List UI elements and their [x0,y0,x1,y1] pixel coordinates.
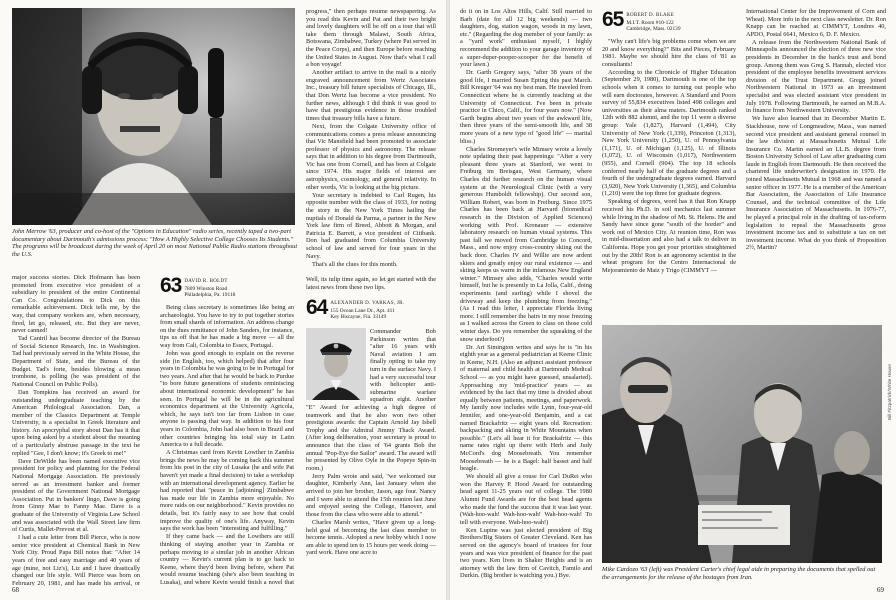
secretary-street: 155 Ocean Lane Dr., Apt. 411 [330,307,395,314]
secretary-city: Key Biscayne, Fla. 33149 [330,314,387,321]
left-column-2-top [306,8,436,274]
text-paragraph: major success stories. Dick Hofmann has been promoted from executive vice president of a subsidiary to president of the entire Continental Can Co. Congratulations to Dick on this remarkable achievement. Dick tells me, by the way, that company workers are, when necessary, fired, let go, released, etc. But they are never, never canned! [12,274,140,335]
left-column-3-bottom [306,404,436,586]
parkinson-photo-image [306,328,366,400]
text-paragraph: Next, from the Colgate University office of communications comes a press release announcing that Vic Mansfield had been promoted to associate professor of physics and astronomy. The release says that in addition to his degree from Dartmouth, Vic has one from Cornell, and has been at Colgate since 1974. His major fields of interest are astrophysics, cosmology, and general relativity. In other words, Vic is looking at the big picture. [306,122,436,191]
page-number: 68 [12,586,19,594]
left-column-1 [12,274,140,586]
class-65-header [602,10,736,33]
right-column-2 [602,38,736,320]
text-paragraph: Being class secretary is sometimes like being an archaeologist. You have to try to put together stories from small shards of information. An address change on the dues remittance of John Sanders, for instance, tips us off that he has made a big move — all the way from Cali, Colombia to Essex, Portugal. [160,304,294,349]
secretary-city: Philadelphia, Pa. 19118 [184,292,236,299]
text-paragraph: Dan Tompkins has received an award for outstanding undergraduate teaching by the American Philological Association. Dan, a member of the Classics Department at Temple University, is a specialist in Greek literature and history. An apocryphal story about Dan has it that upon being asked by a student about the meaning of a particularly abstruse passage in the text he replied "Gee, I don't know; it's Greek to me!" [12,388,140,457]
right-page [450,0,896,600]
left-page [0,0,446,600]
parkinson-photo [306,328,366,400]
merrow-photo [12,8,295,225]
text-paragraph: progress," then perhaps resume newspapering. As you read this Kevin and Pat and their two bright and lovely daughters will be off on a tour that will take them through Malawi, South Africa, Botswana, Zimbabwe, Turkey (where Pat served in the Peace Corps), and then Europe before reaching the United States in August. Now that's what I call a bon voyage! [306,8,436,69]
secretary-name: ALEXANDER D. VARKAS, JR. [330,301,405,306]
text-paragraph: Ken Lupine was just elected president of Big Brothers/Big Sisters of Greater Cleveland. Ken has served on the agency's board of trustees for four years and was vice president of finance for the past two years. Ken lives in Shaker Heights and is an attorney with the law firm of Cavitch, Familo and Durkin. (Big brother is watching you.) Bye. [460,526,592,580]
text-paragraph: International Center for the Improvement of Corn and Wheat). More info in the next class newsletter. Dr. Ron Knapp can be reached at CIMMYT, Londres 40, APDO, Postal 6641, Mexico 6, D. F. Mexico. [746,8,886,38]
text-paragraph: Your secretary is indebted to Carl Rugen, his opposite number with the class of 1933, for noting the story in the New York Times hailing the nuptials of Donald da Parma, a partner in the New York law firm of Breed, Abbott & Morgan, and Patricia E. Barrett, a vice president of Citibank. Don had graduated from Columbia University school of law and served for four years in the Navy. [306,191,436,260]
cardozo-photo [602,325,882,563]
left-column-2-bottom [160,304,294,586]
text-paragraph: A release from the Northwestern National Bank of Minneapolis announced the election of three new vice presidents in December in the bank's trust and bond group. Among them was Greg S. Hannah, elected vice president of the employee benefits investment services division of the Trust Department. Gregg joined Northwestern National in 1973 as an investment specialist and was elected assistant vice president in July 1978. Following Dartmouth, he earned an M.B.A. in finance from Northwestern University. [746,38,886,115]
cardozo-photo-image [602,325,882,563]
secretary-name: ROBERT D. BLAKE [626,13,675,18]
secretary-name: DAVID R. BOLDT [184,279,228,284]
text-paragraph: I had a cute letter from Bill Pierce, who is now senior vice president at Chemical Bank in New York City. Proud Papa Bill notes that: "After 14 years of free and easy marriage and 40 years of age (mine, not Liz's), Liz and I have drastically changed our life style. Will Pierce was born on February 20, 1981, and has made his arrival, or [12,534,140,586]
class-63-header [160,276,290,299]
photo-credit: Bill Fitzpatrick/White House [887,364,892,420]
text-paragraph: That's all the clues for this month. [312,260,398,268]
text-paragraph: "E" Award for achieving a high degree of teamwork and that he also won two other prestigious awards: the Captain Arnold Jay Isbell Trophy and the Admiral Jimmy Thack Award. (After long deliberation, your secretary is proud to announce that the class of '64 grants Bob the annual "Pop-Eye the Sailor" award. The award will be presented by Olive Oyle in the Popeye Spin-in room.) [306,404,436,472]
secretary-street: M.I.T. Room #10-122 [626,19,674,26]
text-paragraph: do it on in Los Altos Hills, Calif. Still married to Barb (date for all 12 big weekends) — two daughters, dog, station wagon, woods in my lawn, etc." (Regarding the dog member of your family: as a "yard work" enthusiast myself, I highly recommend the addition to your garage inventory of a super-duper-pooper-scooper for the benefit of your lawn.) [460,8,592,69]
text-paragraph: Another artifact to arrive in the mail is a nicely engraved announcement from Wertz Associates Inc., treasury bill future specialists of Chicago, Ill., that Don Wertz has become a vice president. No further news, although I did think it was good to have that prestigious evidence in those troubled times that treasury bills have a future. [306,69,436,122]
text-paragraph: Charles Marsh writes, "Have given up a long-held goal of becoming the last class member to become tennis. Adopted a new hobby which I now am able to spend ten to 15 hours per week doing — yard work. Have one acre to [306,518,436,557]
text-paragraph: We should all give a rouse for Carl DuRei who won the Harvey P. Hood Award for outstanding head agent 11-25 years out of college. The 1980 Alumni Fund Awards are for the best head agents who made the fund the success that it was last year. (Wah-hoo-wah! Wah-hoo-wah! Wah-hoo-wah! To tell with everyone. Wah-hoo-wah!) [460,473,592,526]
text-paragraph: Tad Cantril has become director of the Bureau of Social Science Research, Inc. in Washington. Tad had previously served in the White House, the Department of State, and the Bureau of the Budget. Tad's forte, besides blowing a mean trombone, is polling (he was president of the National Council on Public Polls). [12,335,140,388]
text-paragraph: Jerry Palm wrote and said, "we welcomed our daughter, Kimberly Ann, last January when she arrived to join her brother, Jason, age four. Nancy and I were able to attend the 15th reunion last June and enjoyed seeing the College, Hanover, and those from the class who were able to attend." [306,472,436,518]
merrow-photo-caption: John Merrow '63, producer and co-host of the "Options in Education" radio series, recently taped a two-part documentary about Dartmouth's admissions process: "How A Highly Selective College Chooses Its Students." The programs will be broadcast during the week of April 20 on most National Public Radio stations throughout the U.S. [12,228,298,259]
text-paragraph: Speaking of degrees, word has it that Ron Knapp received his Ph.D. in soil mechanics last summer while living in the shadow of Mt. St. Helens. He and Sandy have since gone "south of the border" and work out of Mexico City. At reunion time, Ron was in mid-dissertation and also had a talk to deliver in California. Hope you get your priorities straightened out by the 20th! Ron is an agronomy scientist in the wheat program for the Centro Internacional de Mejoramiento de Maiz y Trigo (CIMMYT — [602,198,736,274]
page-number: 69 [877,586,884,594]
text-paragraph: John was good enough to explain on the reverse side (in English, too, which helped) that after four years in Colombia he was going to be in Portugal for two years. And after that he would be back to Purdue "to bore future generations of students reminiscing about international economic development" he has seen. In Portugal he will be in the agricultural economics department at the University Agricola, which, he says isn't too far from Lisbon in case anyone is passing that way. In addition to his four years in Colombia, John had also been in Brazil and other countries bringing his total stay in Latin America to a full decade. [160,350,294,449]
merrow-photo-image [12,8,295,225]
class-secretary-address [626,10,680,33]
text-paragraph: Dr. Art Simington writes and says he is "in his eighth year as a general pediatrician at Keene Clinic in Keene, N.H. (Also an adjunct assistant professor of maternal and child health at Dartmouth Medical School — as you might have guessed, unsalaried). Approaching my 'mid-practice' years — as evidenced by the fact that my time is divided about equally between patients, meetings, and paperwork. My family now includes wife Lynn, four-year-old Jennifer, and one-year-old Benjamin, and a cat named Brackafritz — eight years old. Recreation: backpacking and skiing in White Mountains when possible." (Let's all hear it for Brackafritz — this name rates right up there with Herb and Judy McCord's dog Moosebreath. You remember Moosebreath — he is a Bagel: half basset and half beagle. [460,343,592,473]
secretary-city: Cambridge, Mass. 02139 [626,26,681,33]
left-column-3-top [306,276,436,294]
right-column-1 [460,8,592,586]
class-number: 63 [160,274,182,297]
text-paragraph: A Christmas card from Kevin Lowther in Zambia brings the news he may be coming back this summer from his post in the city of Lusaka (he and wife Pat haven't yet made a final decision) to take a workship with an international development agency. Earlier he had reported that "peace in [adjoining] Zimbabwe has made our life in Zambia more enjoyable. No more raids on our neighborhood." Kevin provides no details, but it's fairly easy to see how that could improve the quality of one's life. Anyway, Kevin says the work has been "interesting and fulfilling." [160,449,294,533]
right-column-3 [746,8,886,320]
class-64-header [306,298,440,321]
text-paragraph: Dr. Garth Gregory says, "after 38 years of the good life, I married Susan Epting this past March. Bill Kreuger '64 was my best man. He traveled from Connecticut where he is currently teaching at the University of Connecticut. I've been in private practice in Chico, Calif., for four years now." (Now Garth begins about two years of the awkward life, then three years of the semi-smooth life, and 38 more years of a new type of "good life" — marital bliss.) [460,69,592,145]
text-paragraph: "Why can't life's big problems come when we are 20 and know everything?" Bits and Pieces, February 1981. Maybe we should hire the class of '81 as consultants! [602,38,736,68]
text-paragraph: If they came back — and the Lowthers are still thinking of staying another year in Zambia or perhaps moving to a similar job in another African country — Kevin's current plan is to go back to Keene, where they'd been living before, where Pat would resume teaching (she's also been teaching in Lusaka), and where Kevin would finish a novel that [160,533,294,586]
left-column-3-beside-photo [370,328,436,404]
class-number: 65 [602,8,624,31]
text-paragraph: According to the Chronicle of Higher Education (September 29, 1980), Dartmouth is one of the top schools when it comes to turning out people who will earn doctorates, however. A Standard and Poors survey of 55,834 executives listed 498 colleges and universities as their alma maters. Dartmouth ranked 12th with 882 alumni, and the top 11 were a diverse group: Yale (1,827), Harvard (1,494), City University of New York (1,339), Princeton (1,313), New York University (1,250), U. of Pennsylvania (1,171), U. of Michigan (1,125), U. of Illinois (1,072), U. of Wisconsin (1,017), Northwestern (955), and Cornell (904). The top 18 schools conferred nearly half of the graduate degrees and a fourth of the undergraduate degrees earned. Harvard (3,920), New York University (1,365), and Columbia (1,210) were the top three for graduate degrees. [602,68,736,198]
cardozo-photo-caption: Mike Cardozo '63 (left) was President Carter's chief legal aide in preparing the documents that spelled out the arrangements for the release of the hostages from Iran. [602,566,876,581]
text-paragraph: Charles Stromeyer's wife Mimsey wrote a lovely note updating their past happenings: "After a very pleasant three years at Stanford, we went to Freiburg im Breisgau, West Germany, where Charles did further research on the human visual system at the Neurological Clinic (with a very generous Humboldt fellowship). Our second son, William Robert, was born in Freiburg. Since 1975 Charles has been back at Harvard (biomedical research in the Division of Applied Sciences) working with Prof. Kronauer — extensive laboratory research on human visual systems. This past fall we moved from Cambridge to Concord, Mass., and now enjoy cross-country skiing out the back door. Charles IV and Willie are now ardent skiers and greatly enjoy our rural existence — and skiing keeps us warm in the infamous New England winter." Mimsey also adds, "Charles would write himself, but he is presently in La Jolla, Calif., doing experiments (and surfing) while I shovel the driveway and keep the plumbing from freezing." (As I read this letter, I appreciate Florida living more. I still remember the hairs in my nose freezing as I walked across the Green to class on those cold winter days. Do you remember the squeaking of the snow underfoot?) [460,145,592,343]
text-paragraph: Dave DeWilde has been named executive vice president for policy and planning for the Federal National Mortgage Association. He previously served as an investment banker and former president of the Government National Mortgage Association. Put in bankers' lingo, Dave is going from Ginny Mae to Fanny Mae. Dave is a graduate of the University of Virginia Law School and was associated with the Wall Street law firm of Curtis, Mallet-Prevost et al. [12,457,140,534]
text-paragraph: Commander Bob Parkinson writes that "after 16 years with Naval aviation I am finally opting to take my turn in the surface Navy. I had a very successful tour with helicopter anti-submarine warfare squadron eight. Another [370,328,436,404]
text-paragraph: We have also learned that in December Martin E. Stackhouse, now of Longmeadow, Mass., was named second vice president and assistant general counsel in the law division at Massachusetts Mutual Life Insurance Co. Martin earned an LL.B. degree from Boston University School of Law after graduating cum laude in English from Dartmouth. He then received the chartered life underwriter's designation in 1970. He joined Massachusetts Mutual in 1968 and was named a senior officer in 1977. He is a member of the American Bar Association, the Association of Life Insurance Counsel, and the technical committee of the Life Insurance Association of Massachusetts. In 1976-77, he played a principal role in the drafting of tax-reform legislation to repeal the Massachusetts gross investment income tax and to substitute a tax on net investment income. What do you think of Proposition 2½, Martin? [746,115,886,252]
class-secretary-address [184,276,235,299]
secretary-street: 7809 Winston Road [184,285,228,292]
class-secretary-address [330,298,404,321]
text-paragraph: Well, its tulip time again, so let get started with the latest news from these two lips. [306,276,436,291]
class-number: 64 [306,296,328,319]
